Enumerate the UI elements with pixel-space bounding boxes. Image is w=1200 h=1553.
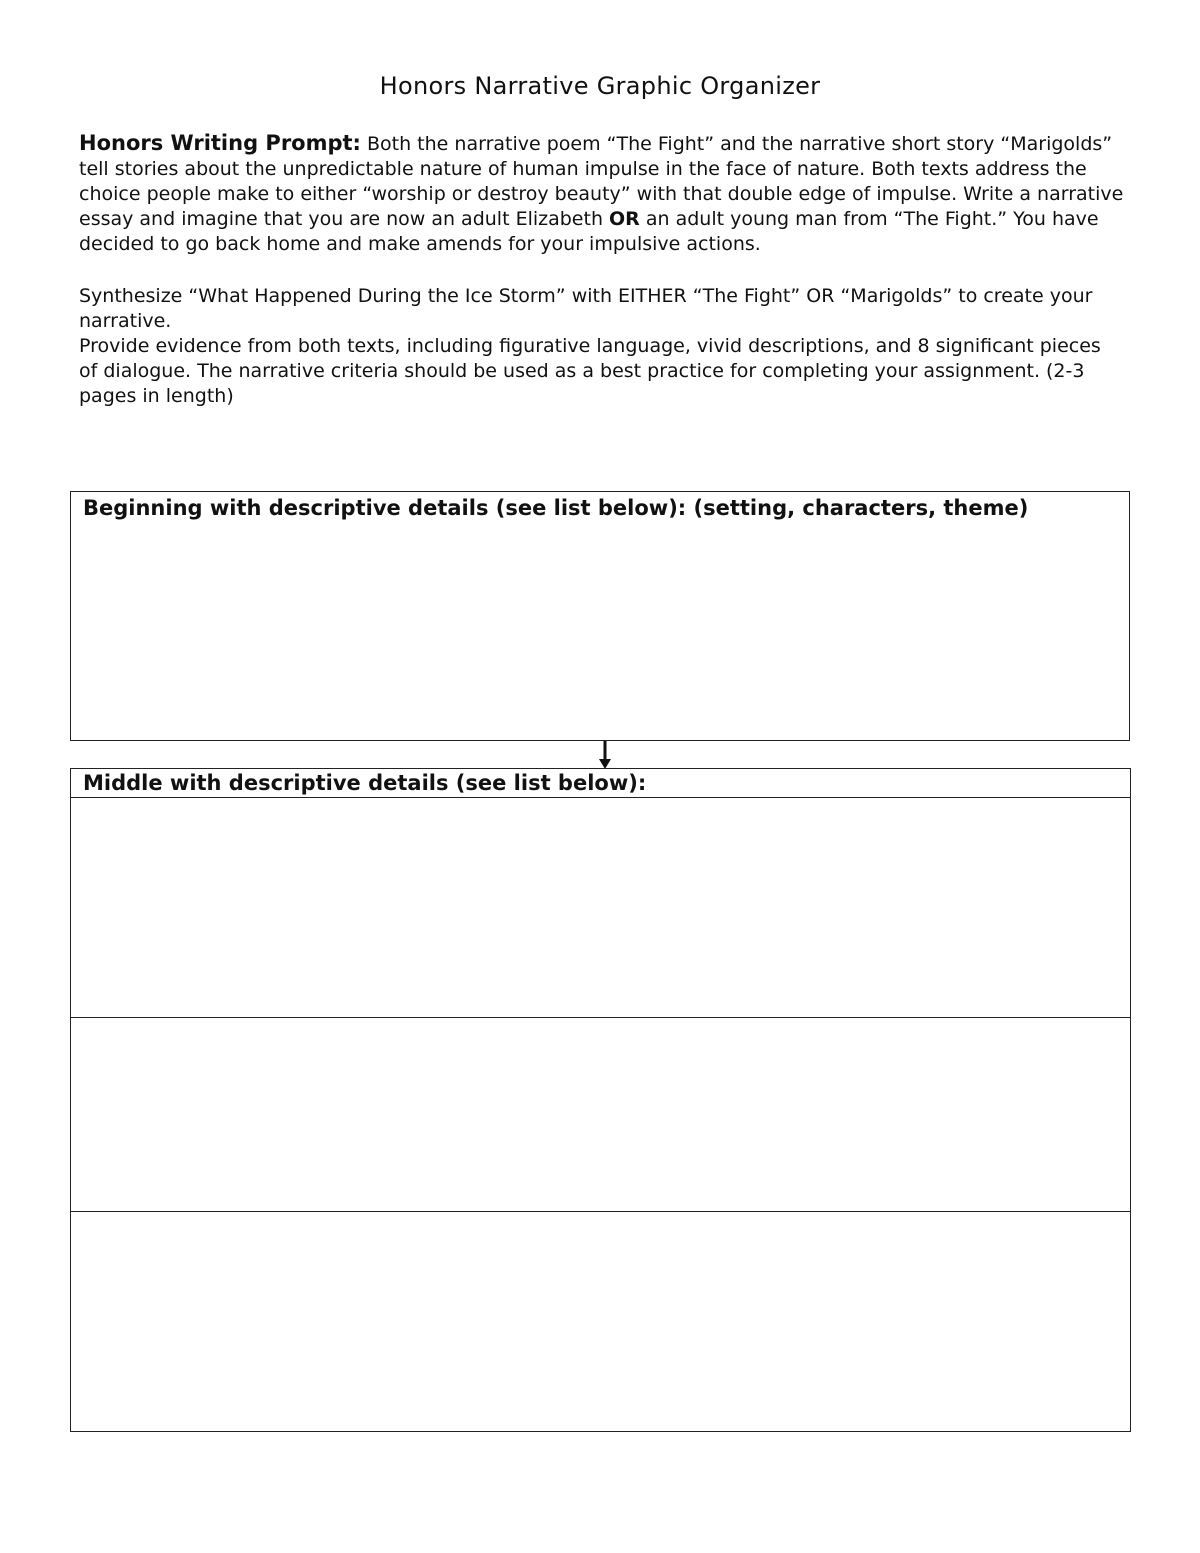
- writing-prompt: [79, 131, 1124, 409]
- middle-cell-3[interactable]: [70, 1211, 1131, 1432]
- prompt-paragraph-1: [79, 131, 1124, 257]
- middle-cell-1[interactable]: [70, 797, 1131, 1018]
- middle-box-label: Middle with descriptive details (see list below):: [83, 771, 647, 795]
- prompt-text-a: Both the narrative poem “The Fight” and the narrative short story “Marigolds” tell stories about the unpredictable nature of human impulse in the face of nature. Both texts address the choice people make to either “worship or destroy beauty” with that double edge of impulse. Write a narrative essay and imagine that you are now an adult Elizabeth: [79, 133, 1124, 230]
- prompt-text-b: an adult young man from “The Fight.” You have decided to go back home and make amends for your impulsive actions.: [79, 208, 1099, 255]
- prompt-paragraph-3: Provide evidence from both texts, including figurative language, vivid descriptions, and 8 significant pieces of dialogue. The narrative criteria should be used as a best practice for completing your assignment. (2-3 pages in length): [79, 335, 1101, 407]
- beginning-box[interactable]: [70, 491, 1130, 741]
- down-arrow-icon: [596, 741, 614, 771]
- prompt-paragraph-2: Synthesize “What Happened During the Ice Storm” with EITHER “The Fight” OR “Marigolds” to create your narrative.: [79, 285, 1093, 332]
- prompt-lead: Honors Writing Prompt:: [79, 131, 361, 155]
- paragraph-gap: [79, 257, 1124, 284]
- middle-cell-2[interactable]: [70, 1017, 1131, 1212]
- middle-box-header: [70, 768, 1131, 798]
- page-title: Honors Narrative Graphic Organizer: [379, 72, 821, 100]
- prompt-or: OR: [609, 208, 640, 230]
- beginning-box-label: Beginning with descriptive details (see list below): (setting, characters, theme): [83, 496, 1029, 520]
